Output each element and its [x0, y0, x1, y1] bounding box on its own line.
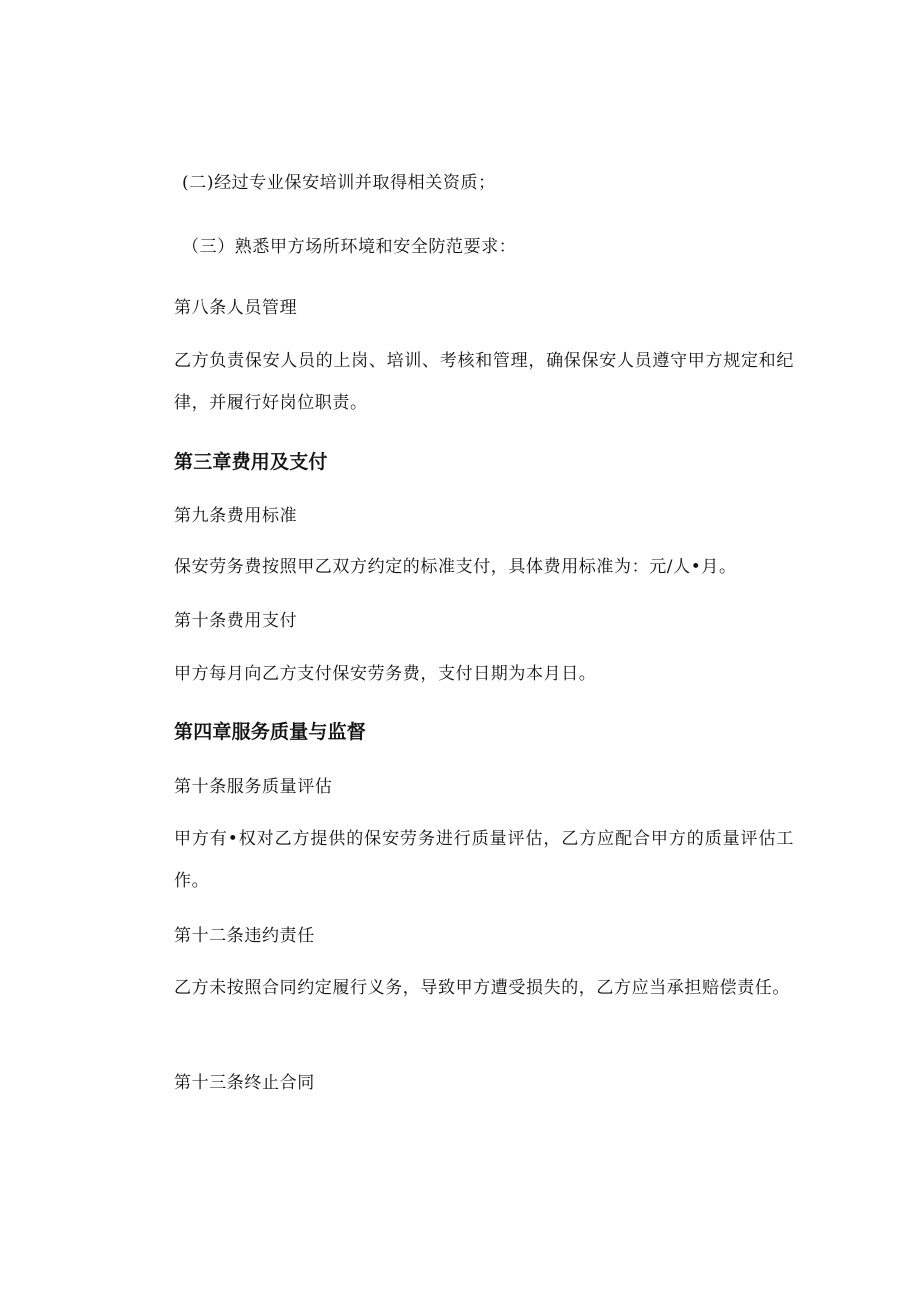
list-item-3: （三）熟悉甲方场所环境和安全防范要求：	[182, 237, 517, 257]
article-10b-title: 第十条服务质量评估	[174, 777, 333, 797]
article-12-title: 第十二条违约责任	[174, 926, 315, 946]
chapter-4-heading: 第四章服务质量与监督	[174, 721, 367, 743]
article-9-body: 保安劳务费按照甲乙双方约定的标准支付，具体费用标准为：元/人•月。	[174, 557, 737, 577]
article-8-title: 第八条人员管理	[174, 298, 298, 318]
article-8-body: 乙方负责保安人员的上岗、培训、考核和管理，确保保安人员遵守甲方规定和纪律，并履行好岗位职责。	[174, 351, 794, 413]
list-item-2: (二)经过专业保安培训并取得相关资质；	[182, 173, 496, 193]
article-10-title: 第十条费用支付	[174, 611, 298, 631]
article-10-body: 甲方每月向乙方支付保安劳务费，支付日期为本月日。	[174, 664, 597, 684]
article-9-title: 第九条费用标准	[174, 506, 298, 526]
article-13-title: 第十三条终止合同	[174, 1073, 315, 1093]
article-12-body: 乙方未按照合同约定履行义务，导致甲方遭受损失的，乙方应当承担赔偿责任。	[174, 978, 790, 998]
article-10b-body: 甲方有•权对乙方提供的保安劳务进行质量评估，乙方应配合甲方的质量评估工作。	[174, 829, 794, 891]
chapter-3-heading: 第三章费用及支付	[174, 451, 328, 473]
